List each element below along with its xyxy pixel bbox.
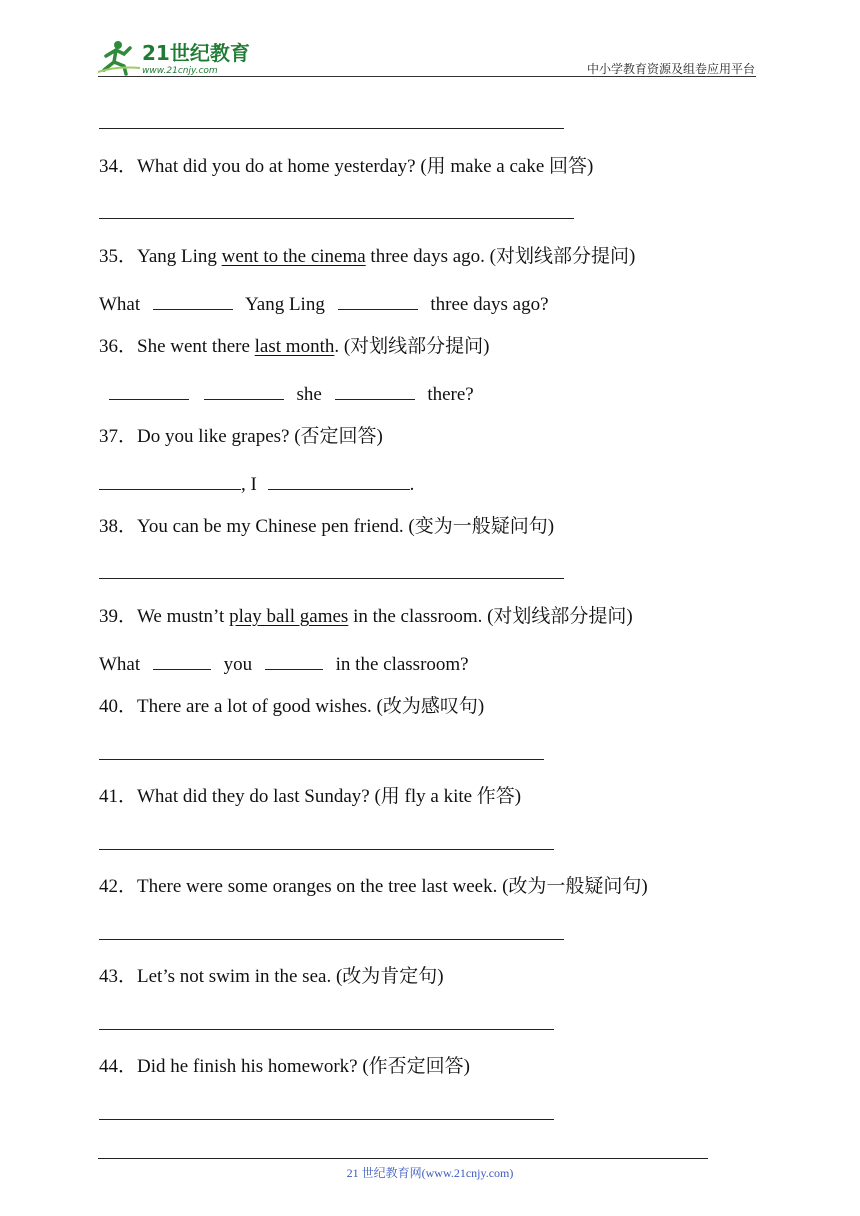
answer-line-43	[99, 1029, 554, 1030]
answer-36-word-1: she	[296, 384, 322, 405]
answer-35-blank-1[interactable]	[153, 291, 233, 310]
question-39-underlined: play ball games	[229, 606, 349, 627]
question-36-pre: 36．She went there	[99, 336, 255, 357]
answer-35-word-3: three days ago?	[430, 294, 549, 315]
answer-35-word-1: What	[99, 294, 141, 315]
answer-37-blank-2[interactable]	[268, 471, 410, 490]
answer-36-blank-1[interactable]	[109, 381, 189, 400]
logo-url: www.21cnjy.com	[142, 66, 218, 76]
header-rule	[98, 76, 756, 77]
answer-37-end: .	[409, 474, 415, 495]
answer-line-40	[99, 759, 544, 760]
answer-35-blank-2[interactable]	[338, 291, 418, 310]
question-35-post: three days ago. (对划线部分提问)	[365, 246, 636, 267]
logo-text: 21世纪教育	[142, 41, 250, 65]
answer-line-42	[99, 939, 564, 940]
question-36-underlined: last month	[254, 336, 335, 357]
answer-39-blank-1[interactable]	[153, 651, 211, 670]
answer-35-word-2: Yang Ling	[244, 294, 325, 315]
answer-39-word-3: in the classroom?	[335, 654, 469, 675]
question-34: 34．What did you do at home yesterday? (用 make a cake 回答)	[99, 156, 594, 177]
question-42: 42．There were some oranges on the tree last week. (改为一般疑问句)	[99, 876, 648, 897]
question-41: 41．What did they do last Sunday? (用 fly a kite 作答)	[99, 786, 522, 807]
question-38: 38．You can be my Chinese pen friend. (变为一般疑问句)	[99, 516, 555, 537]
answer-line-38	[99, 578, 564, 579]
question-39-pre: 39．We mustn’t	[99, 606, 230, 627]
answer-36-word-2: there?	[427, 384, 474, 405]
answer-line-34	[99, 218, 574, 219]
answer-36	[99, 381, 474, 406]
question-35	[99, 246, 635, 268]
site-logo	[96, 36, 266, 78]
footer-text: 21 世纪教育网(www.21cnjy.com)	[346, 1166, 514, 1180]
question-43: 43．Let’s not swim in the sea. (改为肯定句)	[99, 966, 444, 987]
question-35-underlined: went to the cinema	[221, 246, 366, 267]
answer-line-41	[99, 849, 554, 850]
answer-36-blank-3[interactable]	[335, 381, 415, 400]
runner-icon	[98, 41, 140, 74]
answer-line-33	[99, 128, 564, 129]
question-37: 37．Do you like grapes? (否定回答)	[99, 426, 383, 447]
answer-37	[99, 471, 414, 496]
question-35-pre: 35．Yang Ling	[99, 246, 222, 267]
answer-39	[99, 651, 469, 676]
footer-rule	[98, 1158, 708, 1159]
question-40: 40．There are a lot of good wishes. (改为感叹句)	[99, 696, 485, 717]
question-39-post: in the classroom. (对划线部分提问)	[348, 606, 633, 627]
answer-35	[99, 291, 549, 316]
answer-36-blank-2[interactable]	[204, 381, 284, 400]
question-39	[99, 606, 633, 628]
answer-39-blank-2[interactable]	[265, 651, 323, 670]
answer-39-word-2: you	[223, 654, 253, 675]
question-36	[99, 336, 490, 358]
question-36-post: . (对划线部分提问)	[334, 336, 490, 357]
question-44: 44．Did he finish his homework? (作否定回答)	[99, 1056, 470, 1077]
answer-37-mid: , I	[241, 474, 257, 495]
answer-37-blank-1[interactable]	[99, 471, 241, 490]
site-name: 中小学教育资源及组卷应用平台	[586, 62, 755, 76]
answer-line-44	[99, 1119, 554, 1120]
answer-39-word-1: What	[99, 654, 141, 675]
